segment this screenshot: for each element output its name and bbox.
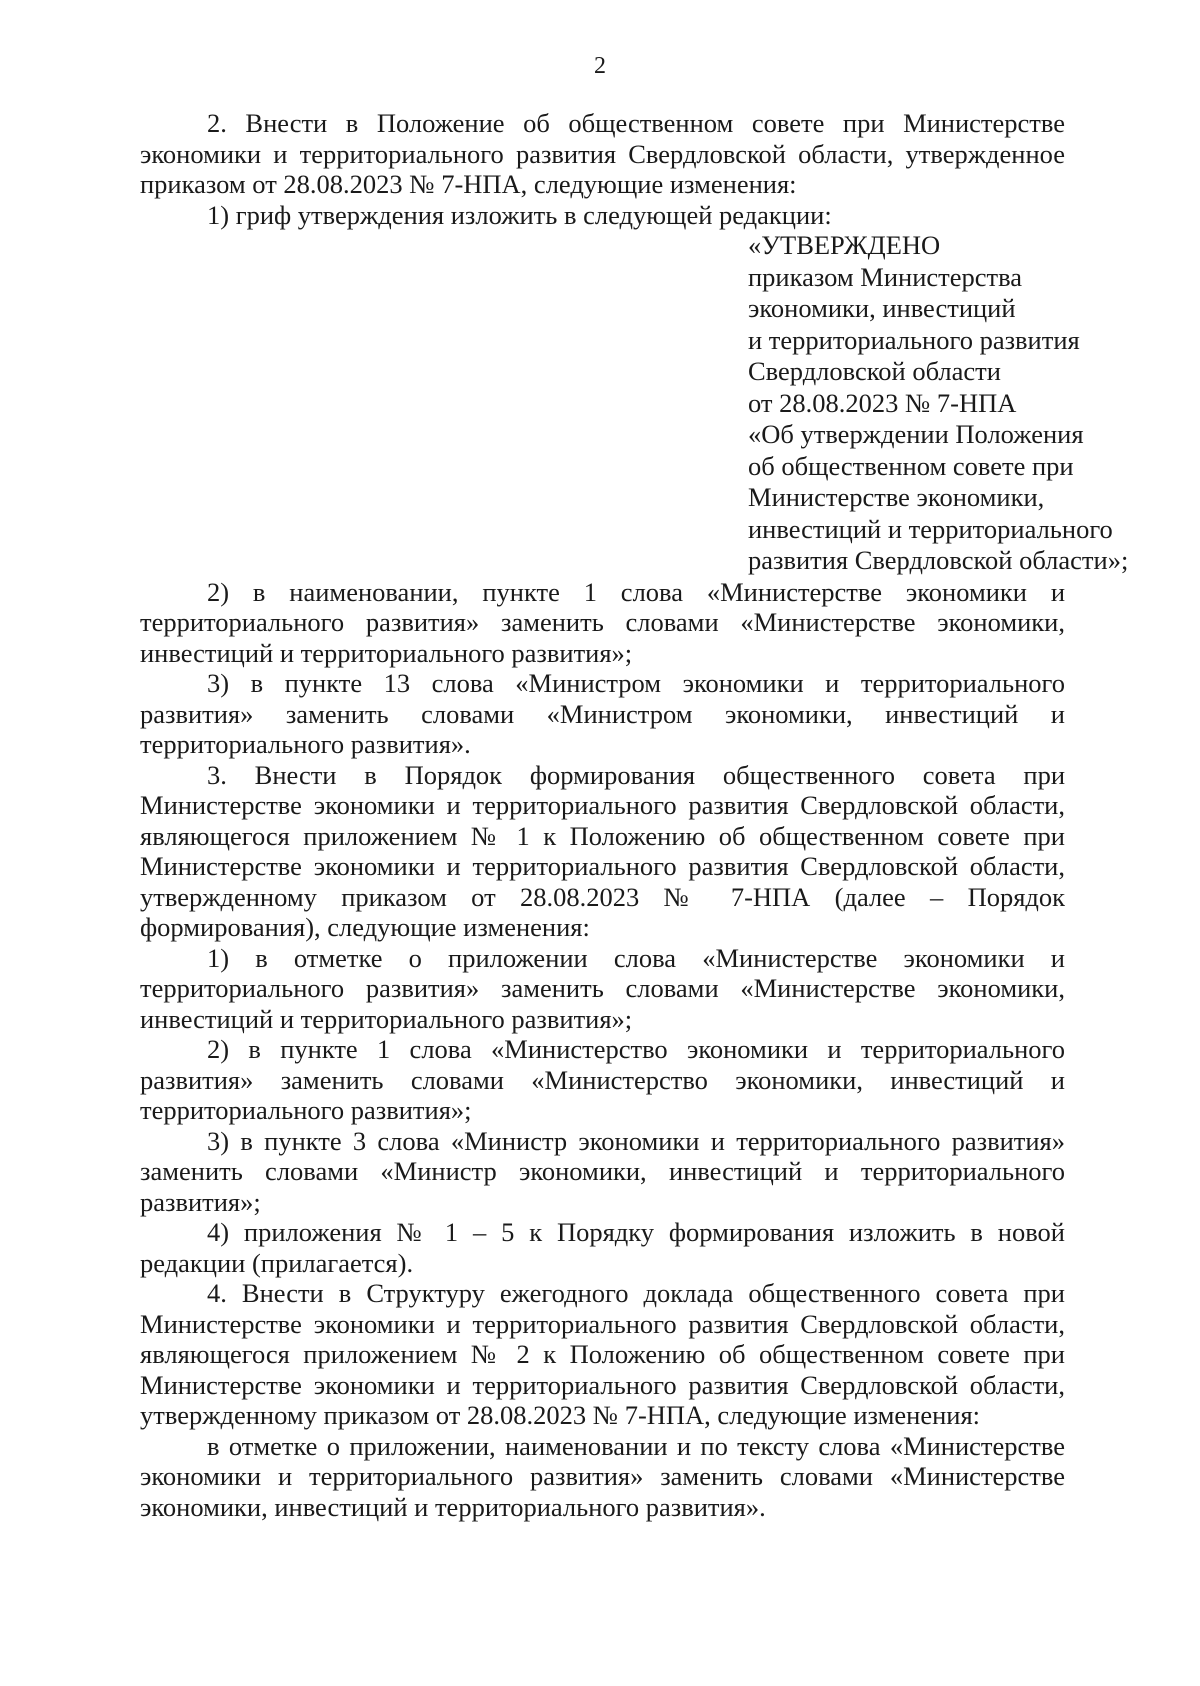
stamp-line: Свердловской области [748, 356, 1001, 386]
approval-stamp [748, 230, 1148, 577]
subparagraph-1-appendix-mark: 1) в отметке о приложении слова «Министерстве экономики и территориального развития» заменить словами «Министерстве экономики, инвестиций и территориального развития»; [140, 942, 1065, 1034]
subparagraph-4-appendices: 4) приложения № 1 – 5 к Порядку формирования изложить в новой редакции (прилагается). [140, 1217, 1065, 1278]
paragraph-item-2: 2. Внести в Положение об общественном совете при Министерстве экономики и территориального развития Свердловской области, утвержденное приказом от 28.08.2023 № 7-НПА, следующие изменения: [140, 108, 1065, 199]
stamp-line: «Об утверждении Положения [748, 419, 1084, 449]
stamp-line: и территориального развития [748, 324, 1080, 355]
paragraph-item-3: 3. Внести в Порядок формирования общественного совета при Министерстве экономики и территориального развития Свердловской области, являющегося приложением № 1 к Положению об общественном совете при Министерстве экономики и территориального развития Свердловской области, утвержденному приказом от 28.08.2023 № 7-НПА (далее – Порядок формирования), следующие изменения: [140, 759, 1065, 942]
stamp-line: Министерстве экономики, [748, 482, 1045, 512]
subparagraph-3-point-13: 3) в пункте 13 слова «Министром экономики и территориального развития» заменить словами «Министром экономики, инвестиций и территориального развития». [140, 668, 1065, 759]
stamp-line: инвестиций и территориального [748, 513, 1113, 544]
paragraph-report-structure-changes: в отметке о приложении, наименовании и по тексту слова «Министерстве экономики и территориального развития» заменить словами «Министерстве экономики, инвестиций и территориального развития». [140, 1430, 1065, 1522]
stamp-line: от 28.08.2023 № 7-НПА [748, 387, 1017, 418]
stamp-line: «УТВЕРЖДЕНО [748, 230, 941, 260]
stamp-line: экономики, инвестиций [748, 293, 1016, 323]
stamp-line: приказом Министерства [748, 261, 1023, 292]
subparagraph-approval-stamp: 1) гриф утверждения изложить в следующей редакции: [207, 199, 832, 230]
stamp-line: развития Свердловской области»; [748, 545, 1129, 575]
document-body [140, 108, 1129, 1522]
stamp-line: об общественном совете при [748, 450, 1074, 481]
subparagraph-3-point-3: 3) в пункте 3 слова «Министр экономики и территориального развития» заменить словами «Министр экономики, инвестиций и территориального развития»; [140, 1125, 1065, 1217]
subparagraph-2-point-1: 2) в пункте 1 слова «Министерство экономики и территориального развития» заменить словами «Министерство экономики, инвестиций и территориального развития»; [140, 1034, 1065, 1125]
paragraph-item-4: 4. Внести в Структуру ежегодного доклада общественного совета при Министерстве экономики и территориального развития Свердловской области, являющегося приложением № 2 к Положению об общественном совете при Министерстве экономики и территориального развития Свердловской области, утвержденному приказом от 28.08.2023 № 7-НПА, следующие изменения: [140, 1278, 1065, 1430]
page-number: 2 [594, 53, 606, 79]
subparagraph-2-title: 2) в наименовании, пункте 1 слова «Министерстве экономики и территориального развития» заменить словами «Министерстве экономики, инвестиций и территориального развития»; [140, 576, 1065, 668]
